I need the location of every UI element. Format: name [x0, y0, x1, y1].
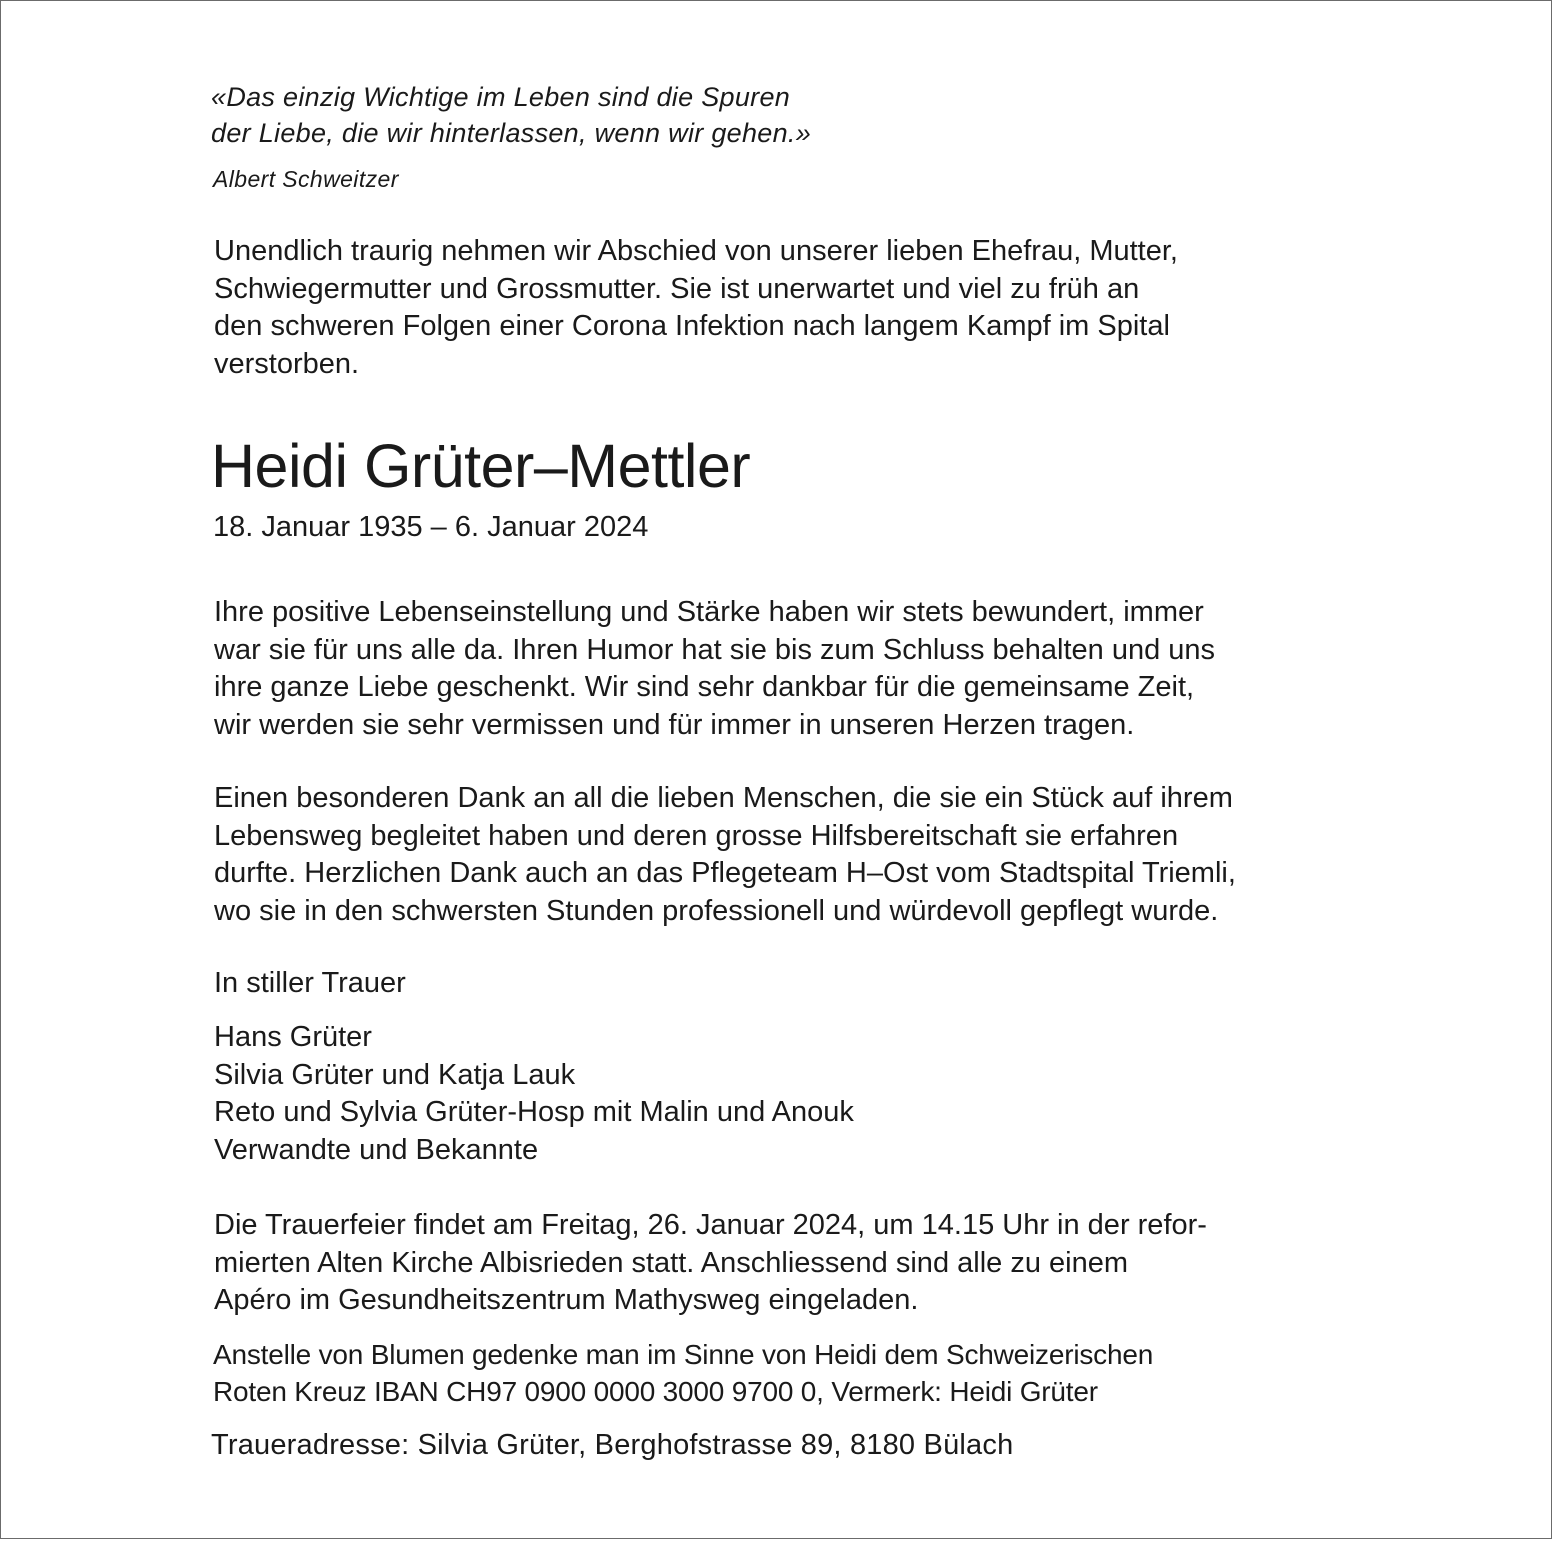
text-line: durfte. Herzlichen Dank auch an das Pflegeteam H–Ost vom Stadtspital Triemli, [214, 857, 1236, 889]
tribute-paragraph [214, 594, 1215, 744]
deceased-name: Heidi Grüter–Mettler [211, 432, 751, 500]
text-line: Lebensweg begleitet haben und deren grosse Hilfsbereitschaft sie erfahren [214, 819, 1179, 852]
thanks-paragraph [214, 780, 1236, 930]
mourners-list [214, 1019, 854, 1169]
text-line: Unendlich traurig nehmen wir Abschied von unserer lieben Ehefrau, Mutter, [214, 235, 1178, 267]
mourner-name: Reto und Sylvia Grüter-Hosp mit Malin und Anouk [214, 1096, 854, 1128]
quote-author: Albert Schweitzer [213, 166, 399, 192]
mourner-name: Silvia Grüter und Katja Lauk [214, 1058, 576, 1091]
text-line: Roten Kreuz IBAN CH97 0900 0000 3000 9700 0, Vermerk: Heidi Grüter [213, 1375, 1098, 1407]
mourner-name: Hans Grüter [214, 1021, 372, 1053]
text-line: Schwiegermutter und Grossmutter. Sie ist unerwartet und viel zu früh an [214, 272, 1140, 305]
text-line: wo sie in den schwersten Stunden professionell und würdevoll gepflegt wurde. [214, 894, 1219, 927]
text-line: mierten Alten Kirche Albisrieden statt. Anschliessend sind alle zu einem [214, 1246, 1128, 1279]
text-line: ihre ganze Liebe geschenkt. Wir sind sehr dankbar für die gemeinsame Zeit, [214, 671, 1195, 703]
donation-note [213, 1337, 1153, 1410]
text-line: Apéro im Gesundheitszentrum Mathysweg eingeladen. [214, 1284, 919, 1316]
quote [211, 79, 811, 151]
life-dates: 18. Januar 1935 – 6. Januar 2024 [213, 511, 649, 543]
ceremony-paragraph [214, 1207, 1207, 1320]
mourning-address: Traueradresse: Silvia Grüter, Berghofstrasse 89, 8180 Bülach [211, 1429, 1014, 1461]
mourning-heading: In stiller Trauer [214, 967, 406, 999]
intro-paragraph [214, 233, 1178, 383]
text-line: Die Trauerfeier findet am Freitag, 26. Januar 2024, um 14.15 Uhr in der refor- [214, 1209, 1207, 1241]
text-line: den schweren Folgen einer Corona Infektion nach langem Kampf im Spital [214, 310, 1170, 342]
text-line: Anstelle von Blumen gedenke man im Sinne von Heidi dem Schweizerischen [213, 1339, 1154, 1370]
quote-line: der Liebe, die wir hinterlassen, wenn wir gehen.» [211, 118, 812, 148]
text-line: verstorben. [214, 347, 360, 380]
text-line: Ihre positive Lebenseinstellung und Stärke haben wir stets bewundert, immer [214, 596, 1204, 628]
mourner-name: Verwandte und Bekannte [214, 1133, 539, 1166]
text-line: Einen besonderen Dank an all die lieben Menschen, die sie ein Stück auf ihrem [214, 782, 1233, 814]
text-line: war sie für uns alle da. Ihren Humor hat sie bis zum Schluss behalten und uns [214, 633, 1216, 666]
quote-line: «Das einzig Wichtige im Leben sind die Spuren [211, 82, 791, 112]
text-line: wir werden sie sehr vermissen und für immer in unseren Herzen tragen. [214, 708, 1135, 741]
